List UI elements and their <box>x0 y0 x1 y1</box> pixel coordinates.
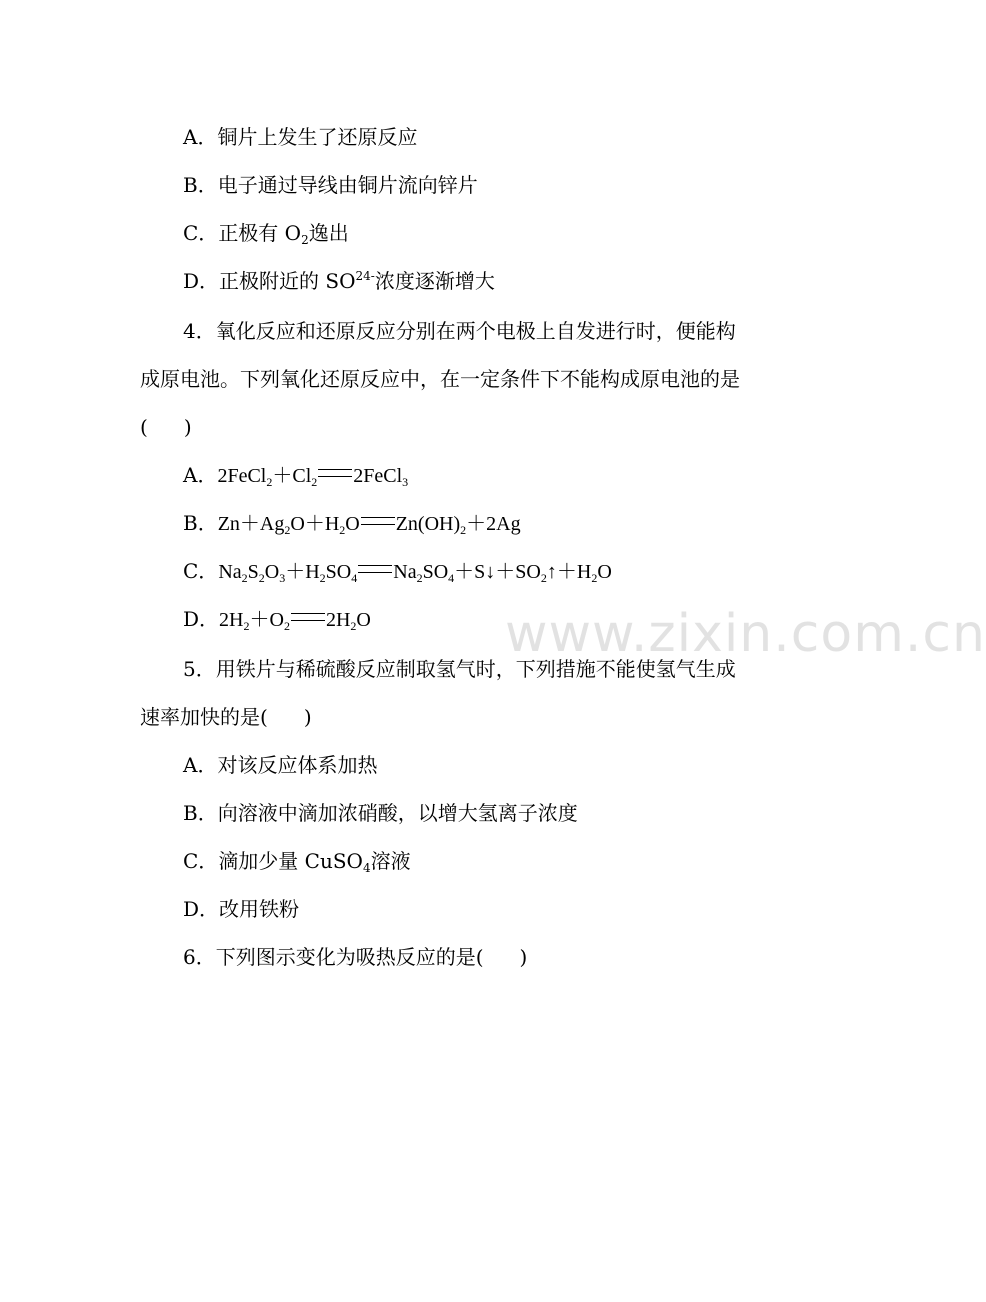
option-label: B． <box>183 173 218 197</box>
formula-text: SO <box>422 561 449 583</box>
q5-option-c <box>183 848 411 874</box>
equals-sign <box>291 613 325 621</box>
chemical-equation <box>217 465 408 487</box>
option-text: 对该反应体系加热 <box>217 753 378 777</box>
q3-option-a <box>183 124 417 150</box>
formula-text: O <box>345 513 360 535</box>
formula-text: O <box>597 561 612 583</box>
equals-sign <box>361 517 395 525</box>
q6-stem <box>183 944 527 970</box>
formula-text: ＋2Ag <box>466 513 521 535</box>
option-label: B． <box>183 511 218 535</box>
option-label: D． <box>183 897 220 921</box>
formula-text: Zn＋Ag <box>217 513 285 535</box>
option-text: 滴加少量 CuSO <box>218 849 363 873</box>
formula-text: ＋Cl <box>272 465 312 487</box>
option-label: B． <box>183 801 218 825</box>
formula-text: 2FeCl <box>217 465 267 487</box>
option-label: C． <box>183 559 219 583</box>
subscript: 2 <box>284 523 291 537</box>
subscript: 2 <box>350 619 357 633</box>
option-text: 铜片上发生了还原反应 <box>217 125 418 149</box>
q3-option-d <box>183 268 495 294</box>
subscript: 2 <box>266 475 273 489</box>
option-text: 电子通过导线由铜片流向锌片 <box>217 173 478 197</box>
q4-option-b <box>183 510 521 537</box>
option-text: 正极附近的 SO <box>219 269 356 293</box>
formula-text: O <box>356 609 371 631</box>
q5-option-a <box>183 752 377 778</box>
subscript: 4 <box>448 571 455 585</box>
q5-stem-line1: 5．用铁片与稀硫酸反应制取氢气时，下列措施不能使氢气生成 <box>183 657 736 681</box>
chemical-equation <box>218 561 611 583</box>
subscript: 2 <box>243 619 250 633</box>
formula-text: S <box>247 561 259 583</box>
option-text: 改用铁粉 <box>219 897 300 921</box>
formula-text: O＋H <box>290 513 340 535</box>
q4-option-a <box>183 462 408 489</box>
paren-close: ) <box>303 705 312 729</box>
subscript: 2 <box>283 619 290 633</box>
subscript: 2 <box>339 523 346 537</box>
option-label: C． <box>183 221 219 245</box>
chemical-equation <box>219 609 371 631</box>
formula-text: 2FeCl <box>353 465 403 487</box>
formula-text: O <box>264 561 280 583</box>
q4-option-c <box>183 558 612 585</box>
subscript: 2 <box>460 523 467 537</box>
paren-open: ( <box>140 415 148 439</box>
option-text-tail: 浓度逐渐增大 <box>374 269 495 293</box>
option-label: C． <box>183 849 219 873</box>
formula-text: ＋H <box>285 561 320 583</box>
formula-text: ↑＋H <box>546 561 592 583</box>
formula-text: 2H <box>219 609 244 631</box>
q3-option-c <box>183 220 349 246</box>
option-text-tail: 逸出 <box>308 221 349 245</box>
chemical-equation <box>218 513 521 535</box>
option-text: 正极有 O <box>218 221 302 245</box>
subscript: 2 <box>591 571 598 585</box>
subscript: 3 <box>279 571 286 585</box>
superscript: 24- <box>355 269 375 283</box>
subscript: 2 <box>301 233 309 247</box>
option-text: 向溶液中滴加浓硝酸，以增大氢离子浓度 <box>217 801 578 825</box>
formula-text: ＋S↓＋SO <box>454 561 541 583</box>
equals-sign <box>318 469 352 477</box>
q4-stem-line2: 成原电池。下列氧化还原反应中，在一定条件下不能构成原电池的是 <box>140 367 740 391</box>
paren-close: ) <box>183 415 192 439</box>
subscript: 2 <box>241 571 248 585</box>
q5-stem-line2 <box>140 704 312 730</box>
watermark: www.zixin.com.cn <box>505 604 986 664</box>
option-label: A． <box>183 125 218 149</box>
option-label: D． <box>183 607 220 631</box>
q4-option-d <box>183 606 371 633</box>
subscript: 4 <box>351 571 358 585</box>
formula-text: ＋O <box>249 609 284 631</box>
q5-option-d <box>183 896 299 922</box>
subscript: 2 <box>311 475 318 489</box>
option-label: A． <box>183 753 218 777</box>
subscript: 4 <box>362 861 371 875</box>
option-label: A． <box>183 463 218 487</box>
paren-close: ) <box>519 945 528 969</box>
subscript: 2 <box>416 571 423 585</box>
formula-text: Na <box>218 561 242 583</box>
option-label: D． <box>183 269 220 293</box>
formula-text: SO <box>325 561 352 583</box>
subscript: 3 <box>402 475 409 489</box>
q3-option-b <box>183 172 478 198</box>
subscript: 2 <box>319 571 326 585</box>
formula-text: 2H <box>325 609 351 631</box>
subscript: 2 <box>540 571 547 585</box>
q5-option-b <box>183 800 578 826</box>
q4-stem-line1: 4．氧化反应和还原反应分别在两个电极上自发进行时，便能构 <box>183 319 736 343</box>
formula-text: Zn(OH) <box>395 513 461 535</box>
q6-stem-text: 6．下列图示变化为吸热反应的是( <box>183 945 484 969</box>
subscript: 2 <box>258 571 265 585</box>
formula-text: Na <box>393 561 417 583</box>
q4-answer-blank <box>140 414 192 440</box>
equals-sign <box>358 565 392 573</box>
q5-stem-text: 速率加快的是( <box>140 705 268 729</box>
option-text-tail: 溶液 <box>370 849 411 873</box>
